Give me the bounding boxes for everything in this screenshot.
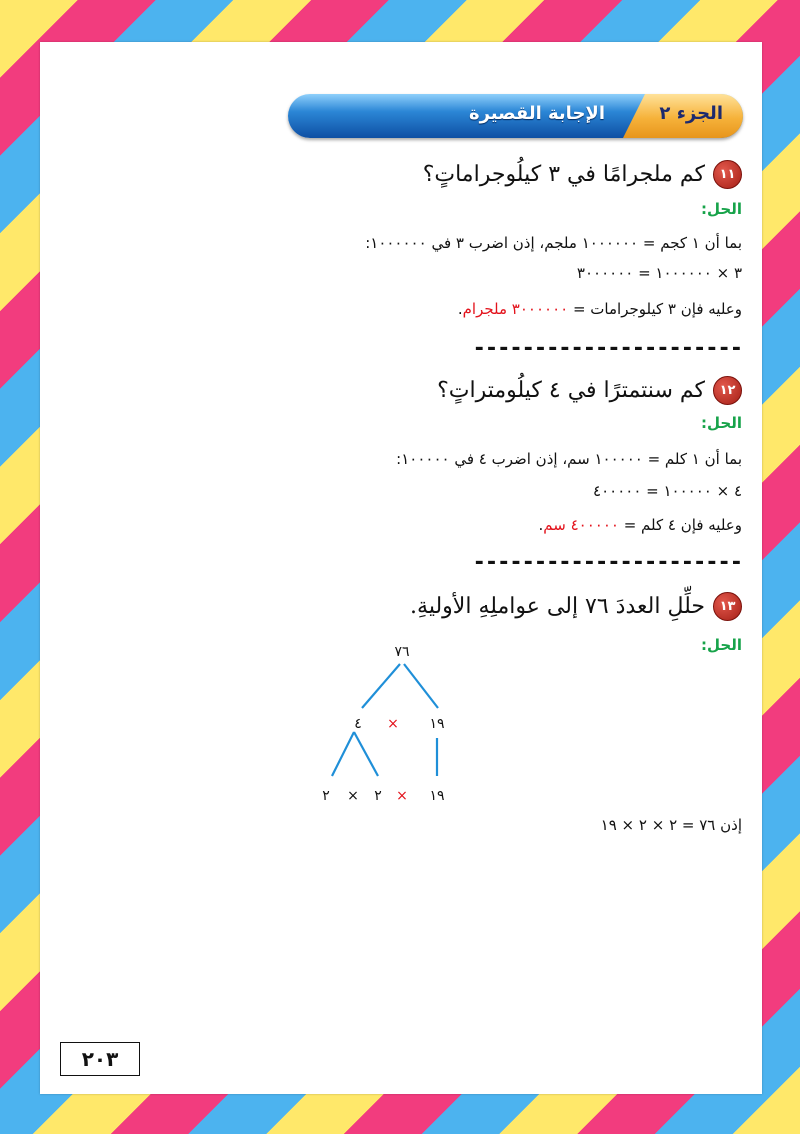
part-label: الجزء ٢ (659, 103, 723, 124)
solution-conclusion (458, 300, 742, 318)
tree-leaf: ١٩ (429, 788, 445, 804)
branch-line (354, 732, 378, 776)
question-number-badge: ١١ (713, 160, 742, 189)
question-12 (437, 376, 742, 405)
factorization-conclusion: إذن ٧٦ = ٢ × ٢ × ١٩ (600, 816, 742, 834)
solution-label: الحل: (701, 636, 742, 654)
question-number-badge: ١٢ (713, 376, 742, 405)
solution-conclusion (538, 516, 742, 534)
question-text: كم ملجرامًا في ٣ كيلُوجراماتٍ؟ (422, 162, 705, 187)
section-banner (288, 94, 743, 138)
tree-root: ٧٦ (394, 644, 410, 660)
period: . (457, 300, 463, 318)
solution-line: بما أن ١ كجم = ١٠٠٠٠٠٠ ملجم، إذن اضرب ٣ في ١٠٠٠٠٠٠: (365, 234, 742, 252)
question-text: كم سنتمترًا في ٤ كيلُومتراتٍ؟ (437, 378, 705, 403)
question-number-badge: ١٣ (713, 592, 742, 621)
times-sign: × (347, 788, 359, 804)
solution-label: الحل: (701, 200, 742, 218)
conclusion-text: وعليه فإن ٣ كيلوجرامات = (568, 300, 742, 318)
solution-equation: ٣ × ١٠٠٠٠٠٠ = ٣٠٠٠٠٠٠ (576, 264, 742, 282)
answer-highlight: ٤٠٠٠٠٠ سم (543, 516, 619, 534)
period: . (538, 516, 544, 534)
times-sign: × (396, 788, 408, 804)
answer-highlight: ٣٠٠٠٠٠٠ ملجرام (462, 300, 569, 318)
tree-node-right: ١٩ (429, 716, 445, 732)
solution-equation: ٤ × ١٠٠٠٠٠ = ٤٠٠٠٠٠ (593, 482, 742, 500)
page-sheet (40, 42, 762, 1094)
divider-line: ---------------------- (472, 550, 742, 575)
tree-node-left: ٤ (354, 716, 362, 732)
factor-tree (300, 640, 470, 810)
question-11 (423, 160, 742, 189)
question-text: حلِّلِ العددَ ٧٦ إلى عواملِهِ الأوليةِ. (410, 594, 705, 619)
section-title: الإجابة القصيرة (468, 103, 605, 124)
divider-line: ---------------------- (472, 336, 742, 361)
tree-leaf: ٢ (322, 788, 330, 804)
conclusion-text: وعليه فإن ٤ كلم = (618, 516, 742, 534)
page-number: ٢٠٣ (60, 1042, 140, 1076)
solution-line: بما أن ١ كلم = ١٠٠٠٠٠ سم، إذن اضرب ٤ في ١٠٠٠٠٠: (396, 450, 742, 468)
question-13 (410, 592, 742, 621)
solution-label: الحل: (701, 414, 742, 432)
branch-line (332, 732, 354, 776)
branch-line (404, 664, 438, 708)
tree-leaf: ٢ (374, 788, 382, 804)
branch-line (362, 664, 400, 708)
times-sign: × (387, 716, 399, 732)
